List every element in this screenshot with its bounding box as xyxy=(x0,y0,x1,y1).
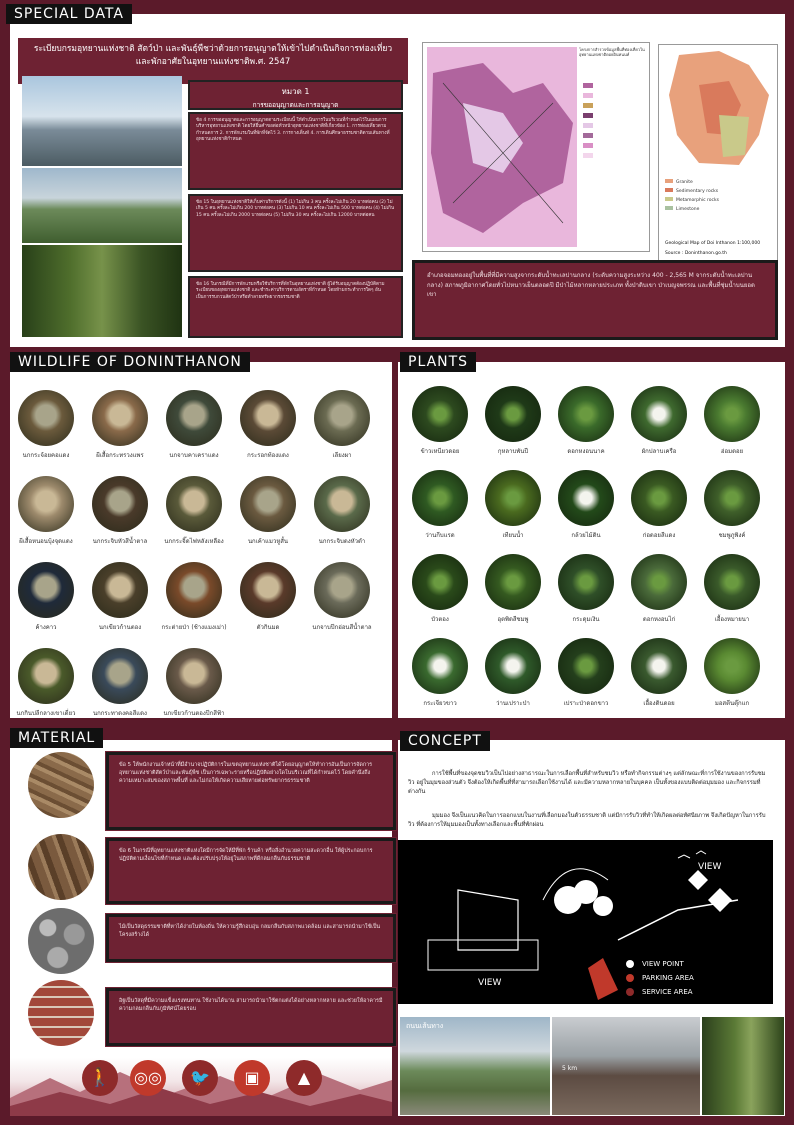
plant-label: กระเจียวขาว xyxy=(423,700,457,707)
wildlife-photo xyxy=(18,476,74,532)
wildlife-label: นกกระจิ๊ดไฟหลังเหลือง xyxy=(164,538,224,545)
geology-map-graphic xyxy=(659,45,779,175)
info-box xyxy=(412,260,778,340)
wildlife-label: นกเขียวก้านตองปีกสีฟ้า xyxy=(163,710,225,717)
wildlife-photo xyxy=(18,562,74,618)
plant-label: ดอกหงอนไก่ xyxy=(642,616,676,623)
plant-label: ก่อดอยสีแดง xyxy=(642,532,676,539)
plant-photo xyxy=(558,554,614,610)
bird-icon: 🐦 xyxy=(182,1060,218,1096)
plant-photo xyxy=(485,470,541,526)
park-map xyxy=(422,42,650,252)
rule-text-3: ข้อ 16 ในกรณีที่มีการพักแรมหรือใช้บริการที่พักในอุทยานแห่งชาติ ผู้ได้รับอนุญาตต้องปฏิบัติตามระเบียบของอุทยานแห่งชาติ และชำระค่าบริการตามอัตราที่กำหนด โดยห้ามกระทำการใดๆ อันเป็นการรบกวนสัตว์ป่าหรือทำลายทรัพยากรธรรมชาติ xyxy=(188,276,403,338)
concept-photo-caption-1: ถนนเส้นทาง xyxy=(406,1022,444,1030)
rules-heading-box xyxy=(188,80,403,110)
legend-service-area: SERVICE AREA xyxy=(626,988,694,996)
material-text-3: ไม้เป็นวัสดุธรรมชาติที่หาได้ง่ายในท้องถิ่น ให้ความรู้สึกอบอุ่น กลมกลืนกับสภาพแวดล้อม และสามารถนำมาใช้เป็นโครงสร้างได้ xyxy=(106,914,396,962)
material-text-2: ข้อ 6 ในกรณีที่อุทยานแห่งชาติแห่งใดมีการจัดให้มีที่พัก ร้านค้า หรือสิ่งอำนวยความสะดวกอื่น ให้ผู้ประกอบการปฏิบัติตามเงื่อนไขที่กำหนด และต้องปรับปรุงให้อยู่ในสภาพที่ดีกลมกลืนกับธรรมชาติ xyxy=(106,838,396,904)
special-data-panel xyxy=(10,14,785,347)
geology-map-source: Source : Doninthanon.go.th xyxy=(665,251,727,256)
plant-label: บัวตอง xyxy=(431,616,449,623)
material-panel xyxy=(10,740,392,1116)
concept-legend xyxy=(626,960,694,996)
concept-diagram xyxy=(398,840,773,1004)
rule-text-2: ข้อ 15 ในอุทยานแห่งชาติให้เก็บค่าบริการดังนี้ (1) ไม่เกิน 3 คน ครั้งละไม่เกิน 20 บาทต่อคน (2) ไม่เกิน 5 คน ครั้งละไม่เกิน 200 บาทต่อคน (3) ไม่เกิน 10 คน ครั้งละไม่เกิน 500 บาทต่อคน (4) ไม่เกิน 15 คน ครั้งละไม่เกิน 2000 บาทต่อคน (5) ไม่เกิน 30 คน ครั้งละไม่เกิน 12000 บาทต่อคน xyxy=(188,194,403,272)
plant-photo xyxy=(412,554,468,610)
wildlife-label: นกกระทาดงคอสีแดง xyxy=(93,710,147,717)
section-title-concept: CONCEPT xyxy=(400,731,490,751)
concept-para-1: การใช้พื้นที่ของจุดชมวิวเป็นไปอย่างสาธารณะในการเลือกพื้นที่สำหรับชมวิว หรือทำกิจกรรมต่างๆ แต่ลักษณะที่การใช้งานของการรับชมวิว อยู่ในมุมของส่วนตัว จึงต้องให้เกิดพื้นที่ที่สามารถเลือกใช้งานได้ และมีความหลากหลายในบุคคล เป็นทั้งของแบบติดต่อมุมมอง และกิจกรรมที่ต่างกัน xyxy=(408,771,766,795)
plant-label: ชมพูภูพิงค์ xyxy=(718,532,746,539)
photo-viewpoint-deck xyxy=(22,76,182,166)
plant-photo xyxy=(631,638,687,694)
section-title-material: MATERIAL xyxy=(10,728,103,748)
geology-map xyxy=(658,44,778,262)
section-title-plants: PLANTS xyxy=(400,352,476,372)
legend-parking-area: PARKING AREA xyxy=(626,974,694,982)
wildlife-photo xyxy=(314,476,370,532)
wildlife-label: ผีเสื้อหนอนบุ้งจุดแดง xyxy=(19,538,73,545)
wildlife-label: กระรอกท้องแดง xyxy=(247,452,289,459)
plant-photo xyxy=(412,638,468,694)
plant-label: ว่านเปราะป่า xyxy=(496,700,530,707)
plant-label: มอสตีนตุ๊กแก xyxy=(714,700,750,707)
wildlife-label: นกกระจิบหัวสีน้ำตาล xyxy=(92,538,148,545)
concept-photo-road xyxy=(400,1017,550,1115)
wildlife-photo xyxy=(18,390,74,446)
plant-label: ฮ่อมดอย xyxy=(720,448,744,455)
plant-label: อุตพิดสีชมพู xyxy=(497,616,529,623)
plant-photo xyxy=(558,470,614,526)
wildlife-photo xyxy=(314,562,370,618)
rule-text-1: ข้อ 4 การขออนุญาตและการอนุญาตตามระเบียบนี้ ให้ดำเนินการในบริเวณที่กำหนดไว้ในแผนการบริหารอุทยานแห่งชาติ โดยให้ยื่นคำขอต่อหัวหน้าอุทยานแห่งชาติที่เกี่ยวข้อง 1. การท่องเที่ยวตามกำหนดการ 2. การพักแรมในที่พักที่จัดไว้ 3. การกางเต็นท์ 4. การเดินศึกษาธรรมชาติตามเส้นทางที่อุทยานแห่งชาติกำหนด xyxy=(188,112,403,190)
view-label-1: VIEW xyxy=(478,978,502,988)
activity-band xyxy=(10,1058,392,1116)
plant-label: กุหลาบพันปี xyxy=(497,448,529,455)
plant-label: เอื้องดินดอย xyxy=(643,700,675,707)
plant-photo xyxy=(412,470,468,526)
plant-label: กล้วยไม้ดิน xyxy=(571,532,601,539)
wildlife-photo xyxy=(92,476,148,532)
geology-legend-item: Sedimentary rocks xyxy=(665,188,773,194)
plant-label: เอื้องหมายนา xyxy=(714,616,750,623)
wildlife-photo xyxy=(240,476,296,532)
material-pebble-image xyxy=(28,908,94,974)
map-title: โครงการสำรวจข้อมูลพื้นที่ท่องเที่ยวในอุทยานแห่งชาติดอยอินทนนท์ xyxy=(579,47,645,57)
map-graphic xyxy=(423,43,651,253)
material-text-1: ข้อ 5 ให้พนักงานเจ้าหน้าที่มีอำนาจปฏิบัติการในเขตอุทยานแห่งชาติได้โดยอนุญาตให้ทำการอันเป็นการจัดการอุทยานแห่งชาติสัตว์ป่าและพันธุ์พืช เป็นการเฉพาะรายหรือปฏิบัติอย่างใดในบริเวณที่ได้กำหนดไว้ โดยคำนึงถึงความเหมาะสมของสภาพพื้นที่ และไม่ก่อให้เกิดความเสียหายต่อทรัพยากรธรรมชาติ xyxy=(106,752,396,830)
plant-photo xyxy=(704,554,760,610)
plant-label: เปราะป่าดอกขาว xyxy=(563,700,609,707)
wildlife-photo xyxy=(166,476,222,532)
wildlife-photo xyxy=(18,648,74,704)
plant-photo xyxy=(631,470,687,526)
wildlife-label: นกจาบคาเคราแดง xyxy=(169,452,219,459)
concept-photo-caption-2: 5 km xyxy=(562,1065,578,1072)
concept-panel xyxy=(398,740,785,1116)
wildlife-photo xyxy=(166,562,222,618)
wildlife-label: นกเขียวก้านตอง xyxy=(98,624,142,631)
material-text-4: อิฐเป็นวัสดุที่มีความแข็งแรงทนทาน ใช้งานได้นาน สามารถนำมาใช้ตกแต่งได้อย่างหลากหลาย และช่วยให้อาคารมีความกลมกลืนกับภูมิทัศน์โดยรอบ xyxy=(106,988,396,1046)
wildlife-label: เลียงผา xyxy=(332,452,352,459)
section-title-special-data: SPECIAL DATA xyxy=(6,4,132,24)
wildlife-photo xyxy=(240,390,296,446)
rule-subheading: การขออนุญาตและการอนุญาต xyxy=(252,101,339,109)
wildlife-photo xyxy=(166,390,222,446)
wildlife-label: ตัวกินมด xyxy=(256,624,280,631)
wildlife-label: นกกระจ้อยคอแดง xyxy=(22,452,70,459)
plant-label: ข้าวเหนียวดอย xyxy=(420,448,460,455)
plant-label: เทียนน้ำ xyxy=(502,532,524,539)
view-label-2: VIEW xyxy=(698,862,722,872)
plant-photo xyxy=(412,386,468,442)
geology-map-caption: Geological Map of Doi Inthanon 1:100,000 xyxy=(665,241,761,246)
geology-legend-item: Metamorphic rocks xyxy=(665,197,773,203)
plant-photo xyxy=(704,386,760,442)
rule-heading: หมวด 1 xyxy=(281,87,310,96)
plant-photo xyxy=(485,386,541,442)
plant-photo xyxy=(704,638,760,694)
geology-legend-item: Granite xyxy=(665,179,773,185)
plant-label: กระดุมเงิน xyxy=(572,616,600,623)
wildlife-label: นกจาบปีกอ่อนสีน้ำตาล xyxy=(312,624,372,631)
wildlife-photo xyxy=(314,390,370,446)
geology-legend xyxy=(665,179,773,215)
wildlife-label: ค้างคาว xyxy=(35,624,57,631)
photo-forest-trail xyxy=(22,245,182,337)
binoculars-icon: ◎◎ xyxy=(130,1060,166,1096)
section-title-wildlife: WILDLIFE OF DONINTHANON xyxy=(10,352,250,372)
wildlife-label: ผีเสื้อกระทรวงแพร xyxy=(96,452,144,459)
camera-icon: ▣ xyxy=(234,1060,270,1096)
legend-view-point: VIEW POINT xyxy=(626,960,694,968)
plant-photo xyxy=(558,638,614,694)
wildlife-photo xyxy=(92,648,148,704)
wildlife-photo xyxy=(92,390,148,446)
hiking-icon: 🚶 xyxy=(82,1060,118,1096)
plant-label: ดอกหงอนนาค xyxy=(567,448,605,455)
plant-photo xyxy=(631,386,687,442)
plant-photo xyxy=(558,386,614,442)
material-brick-image xyxy=(28,980,94,1046)
wildlife-label: นกกินปลีกลางเขาเดี่ยว xyxy=(16,710,76,717)
plant-photo xyxy=(631,554,687,610)
concept-para-2: มุมมอง จึงเป็นแนวคิดในการออกแบบในงานที่เลือกมองในตัวธรรมชาติ แต่มีการรับวิวที่ทำให้เกิดผลต่อทัศนียภาพ จึงเกิดปัญหาในการรับวิว ที่ต้องการให้มุมมองเป็นทั้งทางเลือกและพื้นที่พักผ่อน xyxy=(408,813,766,828)
wildlife-photo xyxy=(240,562,296,618)
wildlife-photo xyxy=(166,648,222,704)
tent-icon: ▲ xyxy=(286,1060,322,1096)
concept-photo-deck xyxy=(552,1017,700,1115)
photo-mountain-ridge xyxy=(22,168,182,243)
wildlife-label: กระต่ายป่า (ช้างแมงเม่า) xyxy=(161,624,227,631)
special-header-title: ระเบียบกรมอุทยานแห่งชาติ สัตว์ป่า และพันธุ์พืชว่าด้วยการอนุญาตให้เข้าไปดำเนินกิจการท่องเที่ยวและพักอาศัยในอุทยานแห่งชาติพ.ศ. 2547 xyxy=(33,44,393,67)
info-text: อำเภอจอมทองอยู่ในพื้นที่ที่มีความสูงจากระดับน้ำทะเลปานกลาง (ระดับความสูงระหว่าง 400 - 2,565 M จากระดับน้ำทะเลปานกลาง) สภาพภูมิอากาศโดยทั่วไปหนาวเย็นตลอดปี มีป่าไม้หลากหลายประเภท ทั้งป่าดิบเขา ป่าเบญจพรรณ และพื้นที่ชุ่มน้ำบนยอดเขา xyxy=(427,272,755,298)
wildlife-photo xyxy=(92,562,148,618)
plant-label: ว่านกีบแรด xyxy=(425,532,455,539)
material-stone-image xyxy=(28,834,94,900)
material-wood-image xyxy=(28,752,94,818)
wildlife-label: นกเค้าแมวหูสั้น xyxy=(247,538,289,545)
wildlife-label: นกกระจิบดงหัวดำ xyxy=(318,538,366,545)
plant-label: ผักปลาบเครือ xyxy=(641,448,677,455)
plant-photo xyxy=(485,638,541,694)
plant-photo xyxy=(485,554,541,610)
geology-legend-item: Limestone xyxy=(665,206,773,212)
concept-photo-forest xyxy=(702,1017,784,1115)
plant-photo xyxy=(704,470,760,526)
